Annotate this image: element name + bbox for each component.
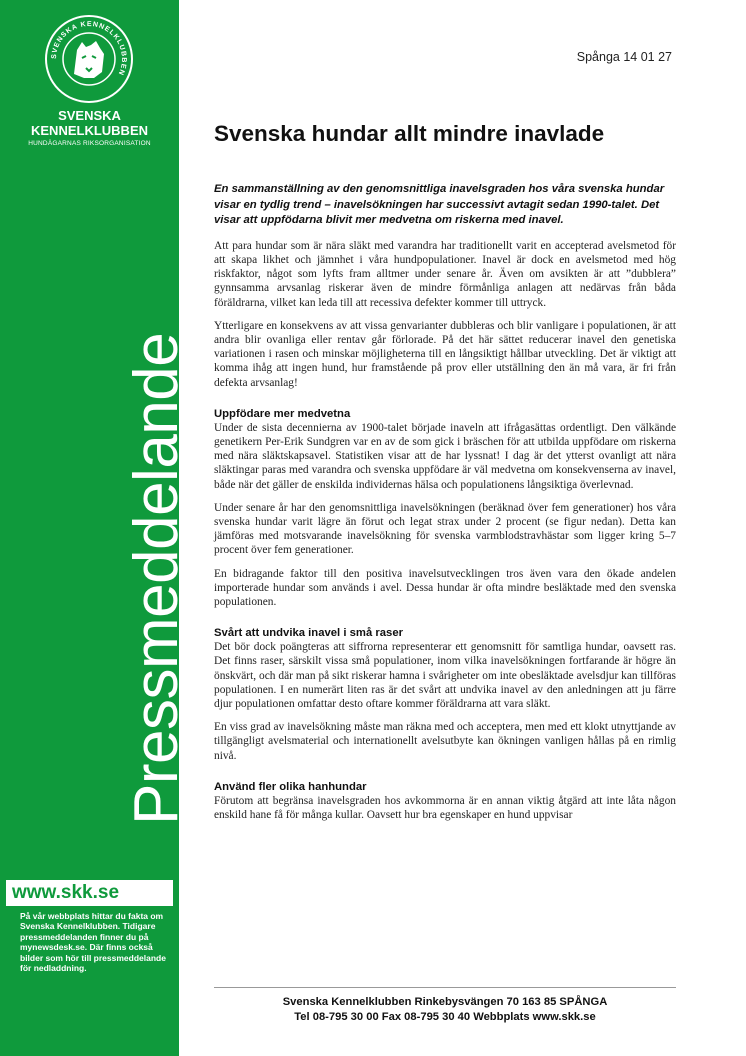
- headline: Svenska hundar allt mindre inavlade: [214, 121, 605, 146]
- paragraph: En bidragande faktor till den positiva inavelsutvecklingen tros även vara den ökade andelen importerade hundar som används i avel. Dessa hundar är ofta mindre besläktade med den svenska populationen.: [214, 567, 676, 609]
- paragraph: Ytterligare en konsekvens av att vissa genvarianter dubbleras och blir vanligare i populationen, är att andra blir ovanliga eller rentav går förlorade. På det här sättet reducerar inavel den genetiska variationen i rasen och minskar möjligheterna till en långsiktigt hållbar utveckling. Det är viktigt att komma ihåg att ingen hund, hur framstående på prov eller utställning den än må vara, är fri från defekta arvsanlag!: [214, 319, 676, 389]
- section-heading: Uppfödare mer medvetna: [214, 407, 351, 420]
- kennel-club-logo: [44, 14, 134, 104]
- paragraph: Det bör dock poängteras att siffrorna representerar ett genomsnitt för samtliga hundar, oavsett ras. Det finns raser, särskilt vissa små populationer, inom vilka inavelsökningen fortfarande är högre än önskvärt, och där man på sikt riskerar hamna i svårigheter om inte obesläktade avelsdjur kan tillföras populationen. I en numerärt liten ras är det svårt att undvika inavel av den anledningen att ju färre djur populationen omfattar desto oftare kommer föräldrarna att vara släkt.: [214, 641, 676, 711]
- section-heading: Använd fler olika hanhundar: [214, 780, 367, 793]
- footer-divider: [214, 987, 676, 988]
- org-subtitle: HUNDÄGARNAS RIKSORGANISATION: [28, 140, 151, 147]
- date: Spånga 14 01 27: [576, 50, 672, 64]
- sidebar-info-text: På vår webbplats hittar du fakta om Svenska Kennelklubben. Tidigare pressmeddelanden finner du på mynewsdesk.se. Där finns också bilder som hör till pressmeddelande för nedladdning.: [20, 911, 166, 974]
- paragraph: En viss grad av inavelsökning måste man räkna med och acceptera, men med ett klokt utnyttjande av tillgängligt avelsmaterial och internationellt avelsutbyte kan ökningen vanligen hållas på en rimlig nivå.: [214, 721, 676, 762]
- sidebar: [0, 0, 191, 1056]
- lead-paragraph: En sammanställning av den genomsnittliga inavelsgraden hos våra svenska hundar visar en tydlig trend – inavelsökningen har successivt avtagit sedan 1990-talet. Det visar att uppfödarna blivit mer medvetna om riskerna med inavel.: [214, 183, 665, 227]
- article-body: [214, 182, 676, 831]
- org-name-line2: KENNELKLUBBEN: [31, 123, 148, 138]
- paragraph: Att para hundar som är nära släkt med varandra har traditionellt varit en accepterad avelsmetod för att skapa likhet och jämnhet i våra hundpopulationer. Inavel är dock en avelsmetod med hög riskfaktor, något som lyfts fram alltmer under senare år. Även om avsikten är att ”dubblera” gynnsamma arvsanlag riskerar även de mindre förmånliga anlagen att nedärvas från båda föräldrarna, vilket kan leda till att recessiva defekter kommer till uttryck.: [214, 239, 676, 309]
- footer-contact: Tel 08-795 30 00 Fax 08-795 30 40 Webbplats www.skk.se: [294, 1011, 596, 1023]
- footer: [214, 995, 676, 1025]
- paragraph: Under senare år har den genomsnittliga inavelsökningen (beräknad över fem generationer) hos våra svenska hundar varit lägre än förut och legat strax under 2 procent (se figur nedan). Detta kan jämföras med motsvarande inavelsökning för svenska varmblodstravhästar som ligger kring 5–7 procent över fem generationer.: [214, 501, 676, 557]
- paragraph: Under de sista decennierna av 1900-talet började inaveln att ifrågasättas ordentligt. Den välkände genetikern Per-Erik Sundgren var en av de som gick i bräschen för att utbilda uppfödare om riskerna med nära släktskapsavel. Statistiken visar att de har lyssnat! I dag är det ytterst ovanligt att nära släktingar paras med varandra och svenska uppfödare är väl medvetna om konsekvenserna av inavel, både när det gäller de enskilda individernas hälsa och populationens långsiktiga överlevnad.: [214, 421, 676, 491]
- org-name-line1: SVENSKA: [58, 108, 121, 123]
- org-name: [0, 108, 179, 138]
- vertical-title: Pressmeddelande: [122, 332, 191, 825]
- website-link[interactable]: www.skk.se: [12, 882, 120, 903]
- paragraph: Förutom att begränsa inavelsgraden hos avkommorna är en annan viktig åtgärd att inte låta någon enskild hane få för många kullar. Oavsett hur bra egenskaper en hund uppvisar: [214, 794, 676, 822]
- footer-address: Svenska Kennelklubben Rinkebysvängen 70 163 85 SPÅNGA: [282, 996, 608, 1008]
- svg-text:SVENSKA KENNELKLUBBEN: SVENSKA KENNELKLUBBEN: [50, 20, 128, 77]
- section-heading: Svårt att undvika inavel i små raser: [214, 627, 404, 640]
- url-box[interactable]: [6, 880, 173, 906]
